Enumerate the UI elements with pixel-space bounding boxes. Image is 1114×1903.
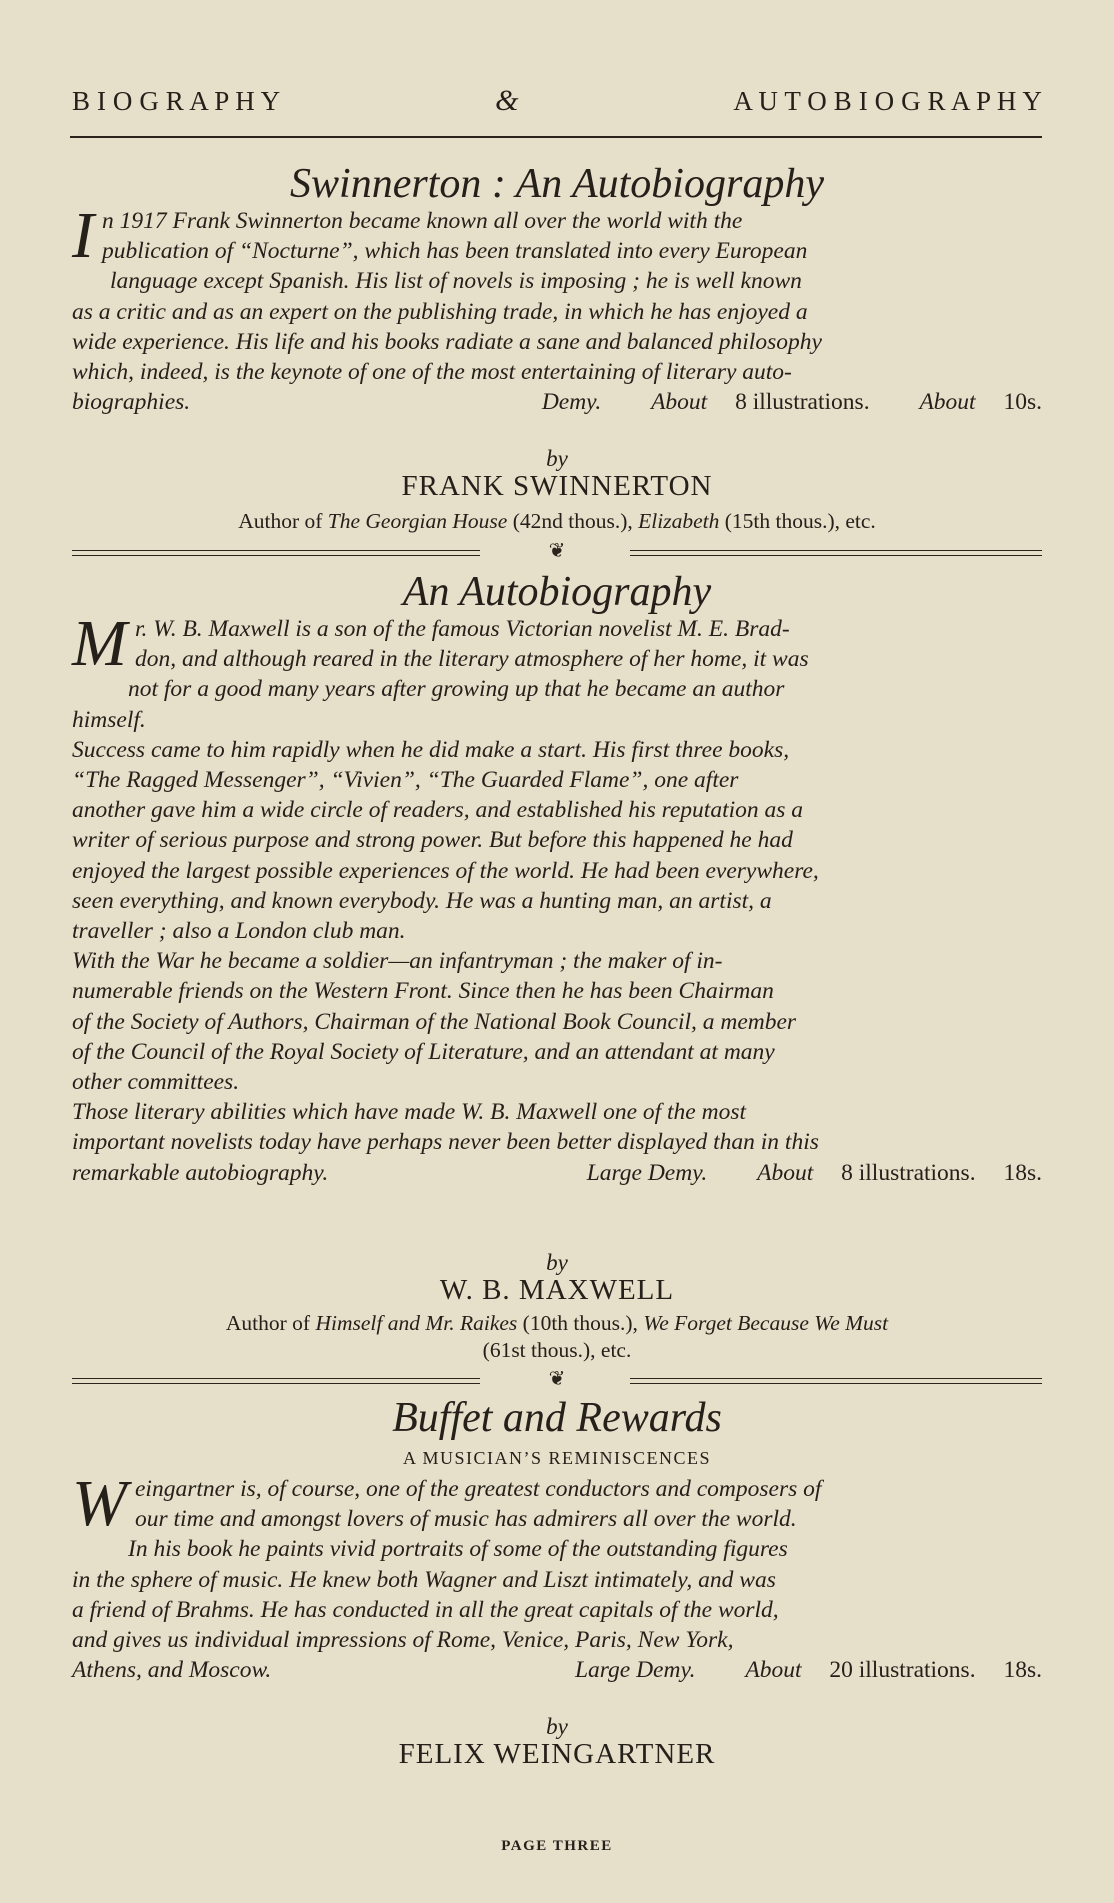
publication-details	[72, 1655, 1042, 1685]
by-label: by	[546, 446, 568, 471]
body-line: numerable friends on the Western Front. Since then he has been Chairman	[72, 978, 774, 1005]
body-line: which, indeed, is the keynote of one of the most entertaining of literary auto-	[72, 359, 792, 386]
running-head-left: B I O G R A P H Y	[72, 86, 281, 116]
body-line: not for a good many years after growing up that he became an author	[128, 676, 785, 703]
body-line: important novelists today have perhaps never been better displayed than in this	[72, 1129, 819, 1156]
credit-note: (61st thous.), etc.	[482, 1338, 632, 1362]
body-line: Those literary abilities which have made W. B. Maxwell one of the most	[72, 1099, 747, 1126]
body-line: language except Spanish. His list of novels is imposing ; he is well known	[110, 268, 802, 295]
running-head	[72, 84, 1042, 118]
format: Large Demy.	[574, 1657, 696, 1684]
body-line: In his book he paints vivid portraits of some of the outstanding figures	[128, 1536, 788, 1563]
drop-cap: I	[72, 199, 94, 272]
illustrations-prefix: About	[651, 389, 708, 416]
illustrations-prefix: About	[745, 1657, 802, 1684]
body-line: traveller ; also a London club man.	[72, 918, 406, 945]
publication-details	[72, 387, 1042, 417]
entry-subtitle: A MUSICIAN’S REMINISCENCES	[402, 1448, 712, 1468]
header-rule	[70, 136, 1042, 138]
illustrations	[723, 1657, 981, 1683]
author-credits	[100, 1310, 1014, 1364]
body-line: Athens, and Moscow.	[72, 1657, 272, 1684]
credit-note: (10th thous.),	[522, 1311, 638, 1335]
price-value: 18s.	[1003, 1657, 1042, 1684]
body-line: Success came to him rapidly when he did make a start. His first three books,	[72, 736, 790, 763]
fleuron-icon: ❦	[548, 1368, 566, 1390]
body-line: of the Society of Authors, Chairman of the National Book Council, a member	[72, 1008, 797, 1035]
credit-book: Himself and Mr. Raikes	[315, 1311, 518, 1335]
format: Large Demy.	[586, 1159, 708, 1186]
entry-title-weingartner: Buffet and Rewards	[392, 1395, 722, 1441]
body-line: biographies.	[72, 389, 191, 416]
drop-cap: M	[72, 607, 127, 680]
running-head-right: A U T O B I O G R A P H Y	[733, 86, 1042, 116]
body-line: other committees.	[72, 1069, 240, 1096]
credit-note: (15th thous.), etc.	[724, 509, 876, 533]
entry-body-weingartner	[72, 1467, 1042, 1685]
illustrations-count: 8 illustrations.	[735, 389, 870, 416]
illustrations	[735, 1160, 981, 1186]
credit-prefix: Author of	[225, 1311, 311, 1335]
publication-details	[72, 1158, 1042, 1188]
body-line: enjoyed the largest possible experiences of the world. He had been everywhere,	[72, 857, 819, 884]
illustrations-count: 8 illustrations.	[841, 1159, 976, 1186]
entry-title-maxwell: An Autobiography	[402, 569, 712, 615]
body-line: of the Council of the Royal Society of Literature, and an attendant at many	[72, 1038, 775, 1065]
price-prefix: About	[919, 389, 976, 416]
by-label: by	[546, 1714, 568, 1739]
body-line: publication of “Nocturne”, which has been translated into every European	[101, 238, 808, 265]
illustrations-prefix: About	[757, 1159, 814, 1186]
author-name: W. B. MAXWELL	[439, 1274, 675, 1306]
body-line: himself.	[72, 706, 146, 733]
credit-note: (42nd thous.),	[512, 509, 633, 533]
body-line: wide experience. His life and his books radiate a sane and balanced philosophy	[72, 328, 822, 355]
drop-cap: W	[72, 1467, 127, 1540]
entry-body-swinnerton	[72, 199, 1042, 417]
format: Demy.	[541, 389, 602, 416]
by-label: by	[546, 1250, 568, 1275]
body-line: our time and amongst lovers of music has admirers all over the world.	[134, 1506, 797, 1533]
illustrations	[629, 389, 875, 415]
body-line: r. W. B. Maxwell is a son of the famous Victorian novelist M. E. Brad-	[134, 616, 790, 642]
author-name: FRANK SWINNERTON	[401, 470, 713, 502]
author-name: FELIX WEINGARTNER	[398, 1738, 716, 1770]
section-divider	[72, 1370, 1042, 1392]
price-value: 18s.	[1003, 1159, 1042, 1186]
body-line: With the War he became a soldier—an infantryman ; the maker of in-	[72, 948, 723, 975]
body-line: “The Ragged Messenger”, “Vivien”, “The Guarded Flame”, one after	[72, 767, 739, 794]
body-line: in the sphere of music. He knew both Wagner and Liszt intimately, and was	[72, 1566, 776, 1593]
body-line: eingartner is, of course, one of the greatest conductors and composers of	[134, 1476, 822, 1502]
price-value: 10s.	[1003, 389, 1042, 416]
body-line: another gave him a wide circle of readers, and established his reputation as a	[72, 797, 804, 824]
body-line: as a critic and as an expert on the publishing trade, in which he has enjoyed a	[72, 298, 808, 325]
running-head-ampersand: &	[495, 84, 519, 117]
body-line: seen everything, and known everybody. He was a hunting man, an artist, a	[72, 887, 772, 914]
body-line: a friend of Brahms. He has conducted in all the great capitals of the world,	[72, 1596, 779, 1623]
page-footer: PAGE THREE	[501, 1838, 613, 1854]
entry-body-maxwell	[72, 607, 1042, 1188]
body-line: and gives us individual impressions of Rome, Venice, Paris, New York,	[72, 1627, 734, 1654]
credit-book: We Forget Because We Must	[643, 1311, 889, 1335]
author-credits	[100, 508, 1014, 535]
body-line: don, and although reared in the literary atmosphere of her home, it was	[134, 646, 809, 673]
body-line: n 1917 Frank Swinnerton became known all over the world with the	[101, 208, 743, 234]
price	[897, 389, 1042, 415]
body-line: remarkable autobiography.	[72, 1159, 329, 1186]
entry-title-swinnerton: Swinnerton : An Autobiography	[290, 161, 824, 207]
section-divider	[72, 542, 1042, 564]
credit-book: Elizabeth	[638, 509, 720, 533]
body-line: writer of serious purpose and strong power. But before this happened he had	[72, 827, 793, 854]
fleuron-icon: ❦	[548, 540, 566, 562]
illustrations-count: 20 illustrations.	[829, 1657, 976, 1684]
credit-prefix: Author of	[238, 509, 323, 533]
credit-book: The Georgian House	[327, 509, 508, 533]
